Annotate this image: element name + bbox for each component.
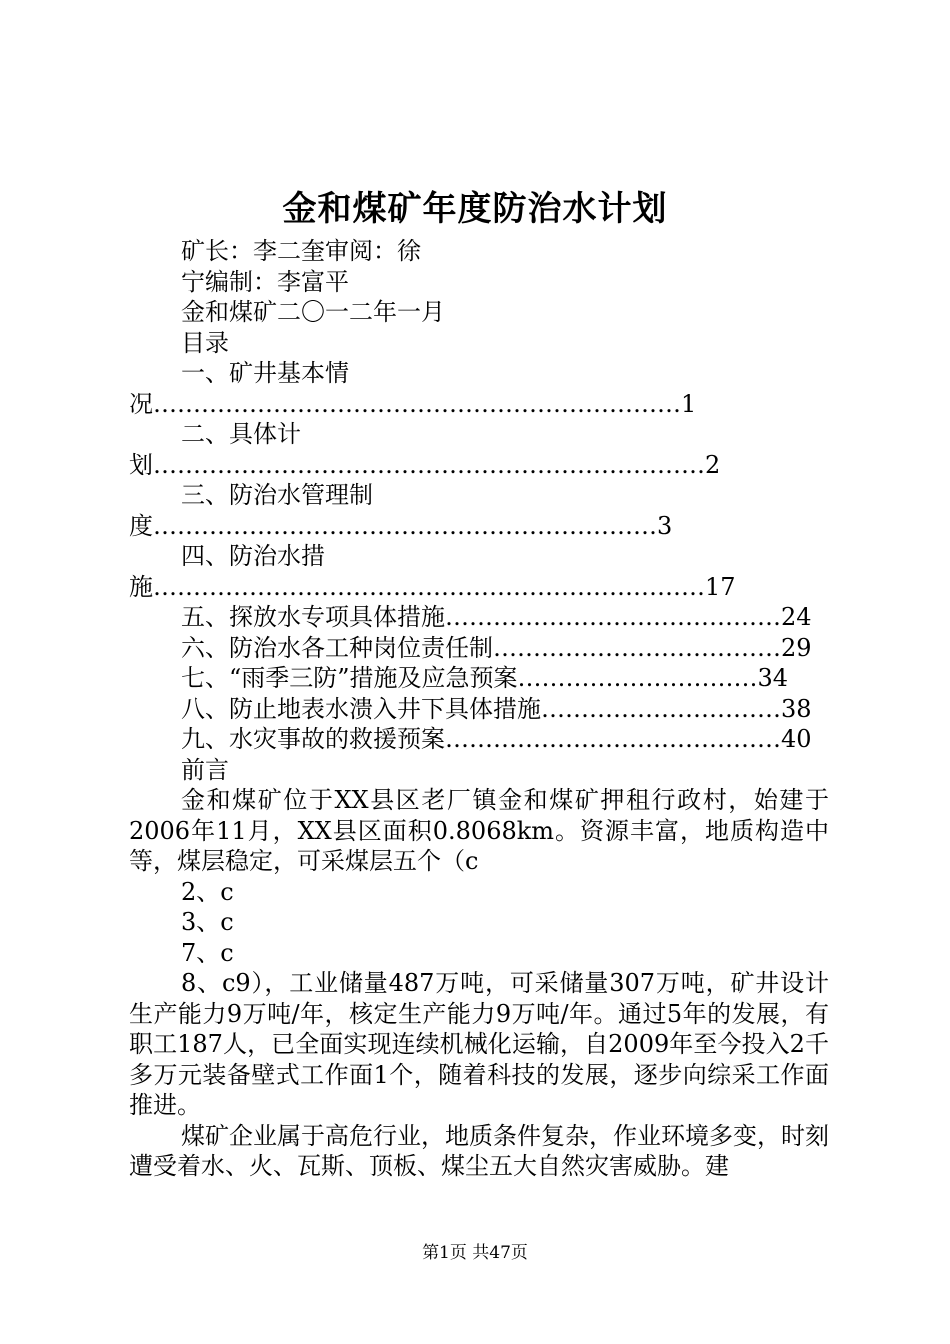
seam-line: 7、c <box>181 938 234 967</box>
editor-line: 宁编制：李富平 <box>181 267 349 296</box>
toc-item[interactable]: 三、防治水管理制度………………………………………………………3 <box>129 481 673 540</box>
toc-item[interactable]: 八、防止地表水溃入井下具体措施…………………………38 <box>181 694 812 723</box>
toc-item[interactable]: 六、防治水各工种岗位责任制………………………………29 <box>181 633 812 662</box>
page-footer: 第1页 共47页 <box>422 1243 528 1263</box>
toc-item[interactable]: 一、矿井基本情况…………………………………………………………1 <box>129 359 697 418</box>
preface-paragraph-3: 煤矿企业属于高危行业，地质条件复杂，作业环境多变，时刻遭受着水、火、瓦斯、顶板、煤尘五大自然灾害威胁。建 <box>129 1121 829 1180</box>
toc-item[interactable]: 七、“雨季三防”措施及应急预案…………………………34 <box>181 664 789 692</box>
seam-line: 2、c <box>181 877 234 906</box>
date-line: 金和煤矿二〇一二年一月 <box>181 298 445 326</box>
toc-item[interactable]: 五、探放水专项具体措施……………………………………24 <box>181 603 812 631</box>
preface-heading: 前言 <box>181 755 229 784</box>
toc-heading: 目录 <box>181 328 229 357</box>
approval-line: 矿长：李二奎审阅：徐 <box>181 237 421 265</box>
toc-item[interactable]: 九、水灾事故的救援预案……………………………………40 <box>181 725 812 753</box>
preface-paragraph-2: 8、c9），工业储量487万吨，可采储量307万吨，矿井设计生产能力9万吨/年，核定生产能力9万吨/年。通过5年的发展，有职工187人，已全面实现连续机械化运输，自2009年至今投入2千多万元装备壁式工作面1个，随着科技的发展，逐步向综采工作面推进。 <box>129 969 829 1119</box>
toc-item[interactable]: 四、防治水措施……………………………………………………………17 <box>129 542 736 601</box>
document-title: 金和煤矿年度防治水计划 <box>282 189 668 229</box>
preface-paragraph-1: 金和煤矿位于XX县区老厂镇金和煤矿押租行政村，始建于2006年11月，XX县区面积0.8068km。资源丰富，地质构造中等，煤层稳定，可采煤层五个（c <box>129 786 829 875</box>
toc-item[interactable]: 二、具体计划……………………………………………………………2 <box>129 420 721 479</box>
document-body <box>129 236 829 1182</box>
seam-line: 3、c <box>181 908 234 936</box>
